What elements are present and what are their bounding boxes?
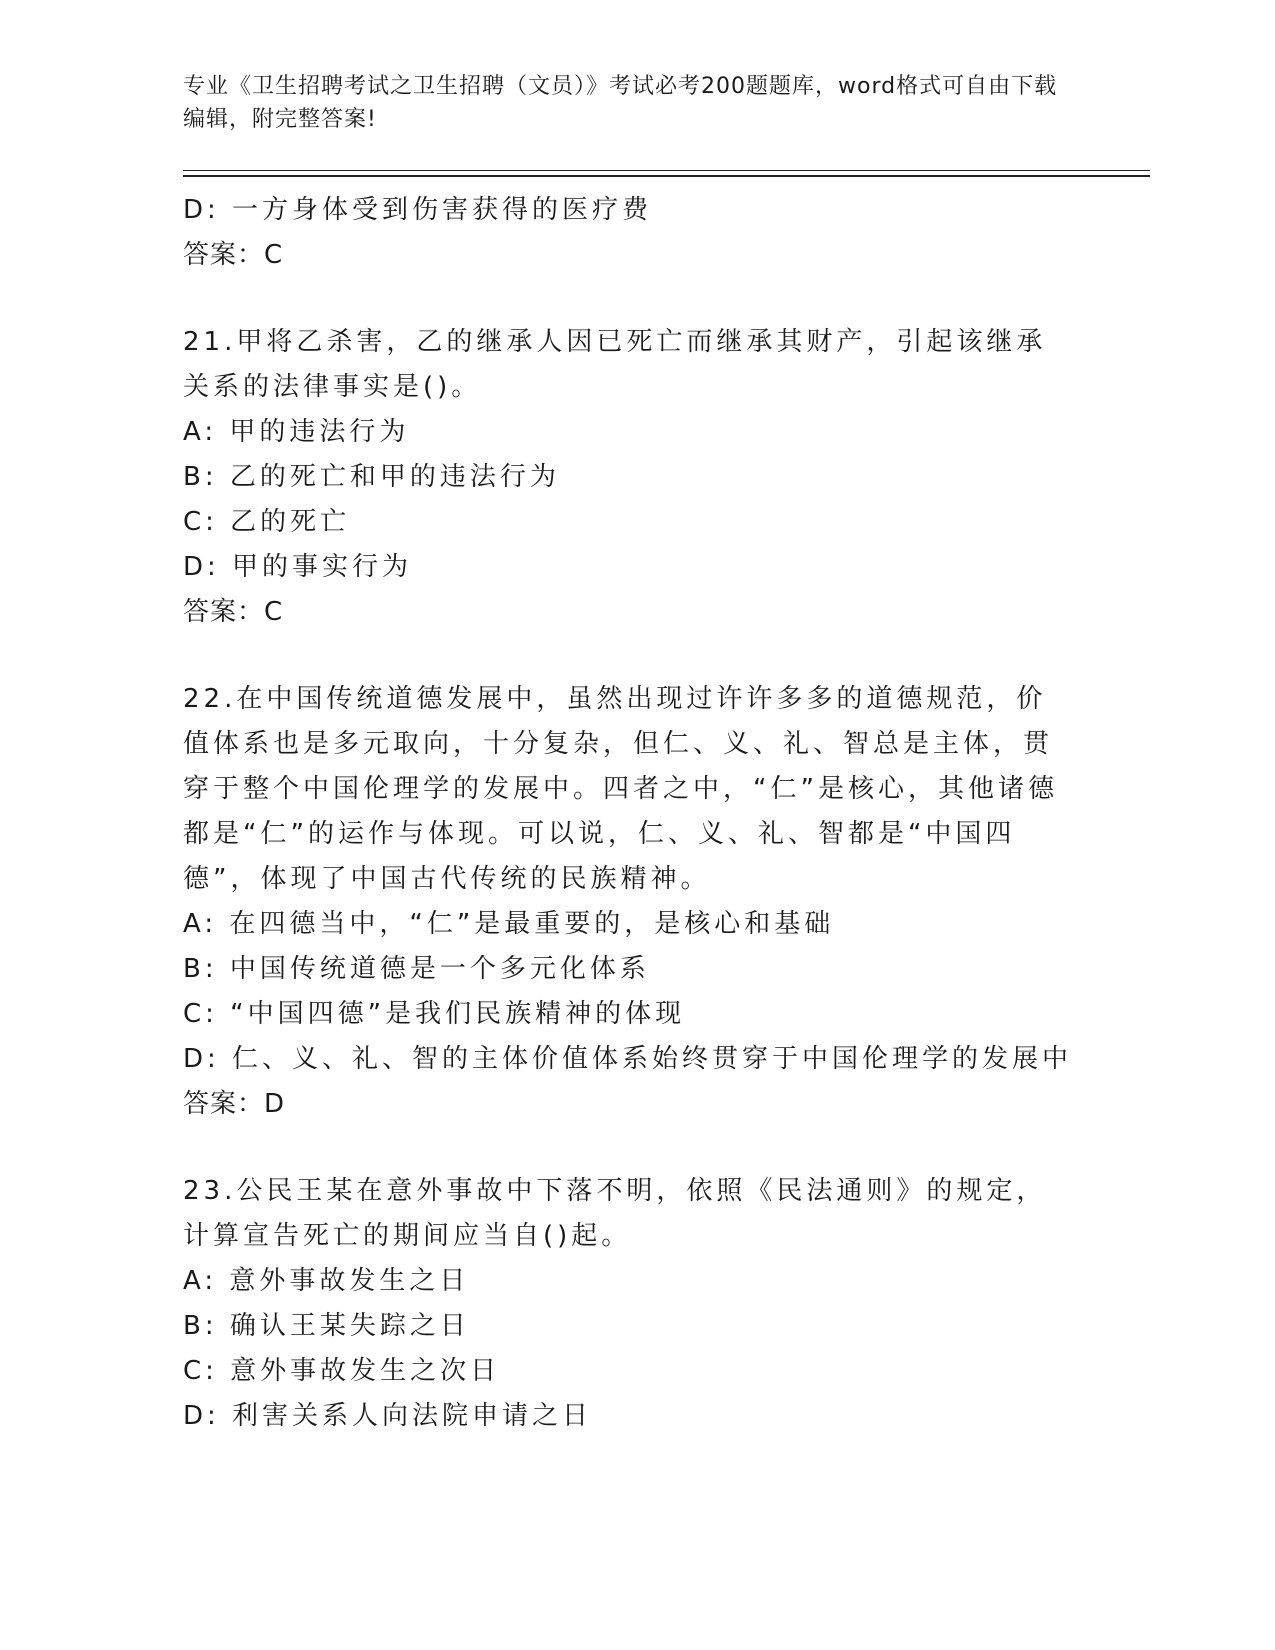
option-c: C: 意外事故发生之次日 xyxy=(183,1356,501,1386)
page-header: 专业《卫生招聘考试之卫生招聘（文员）》考试必考200题题库，word格式可自由下载编辑，附完整答案! xyxy=(183,74,1058,132)
option-d: D: 甲的事实行为 xyxy=(183,552,413,582)
option-b: B: 乙的死亡和甲的违法行为 xyxy=(183,462,560,492)
option-d: D: 仁、义、礼、智的主体价值体系始终贯穿于中国伦理学的发展中 xyxy=(183,1044,1073,1074)
option-a: A: 在四德当中，“仁”是最重要的，是核心和基础 xyxy=(183,909,835,939)
question-stem: 22.在中国传统道德发展中，虽然出现过许许多多的道德规范，价值体系也是多元取向，十分复杂，但仁、义、礼、智总是主体，贯穿于整个中国伦理学的发展中。四者之中，“仁”是核心，其他诸德都是“仁”的运作与体现。可以说，仁、义、礼、智都是“中国四德”，体现了中国古代传统的民族精神。 xyxy=(183,684,1058,894)
answer-line: 答案：D xyxy=(183,1089,286,1119)
question-stem: 23.公民王某在意外事故中下落不明，依照《民法通则》的规定，计算宣告死亡的期间应当自()起。 xyxy=(183,1176,1047,1251)
option-a: A: 甲的违法行为 xyxy=(183,417,410,447)
question-21 xyxy=(183,320,1073,635)
option-d: D: 利害关系人向法院申请之日 xyxy=(183,1401,593,1431)
header-divider-thin xyxy=(183,170,1150,171)
option-b: B: 确认王某失踪之日 xyxy=(183,1311,470,1341)
option-a: A: 意外事故发生之日 xyxy=(183,1266,470,1296)
option-c: C: “中国四德”是我们民族精神的体现 xyxy=(183,999,686,1029)
option-c: C: 乙的死亡 xyxy=(183,507,351,537)
question-stem: 21.甲将乙杀害，乙的继承人因已死亡而继承其财产，引起该继承关系的法律事实是()。 xyxy=(183,327,1047,402)
question-23 xyxy=(183,1169,1073,1439)
header-divider-thick xyxy=(183,175,1150,177)
question-22 xyxy=(183,677,1073,1127)
question-content xyxy=(183,188,1073,1439)
option-d: D: 一方身体受到伤害获得的医疗费 xyxy=(183,195,653,225)
option-b: B: 中国传统道德是一个多元化体系 xyxy=(183,954,650,984)
answer-line: 答案：C xyxy=(183,240,284,270)
answer-line: 答案：C xyxy=(183,597,284,627)
